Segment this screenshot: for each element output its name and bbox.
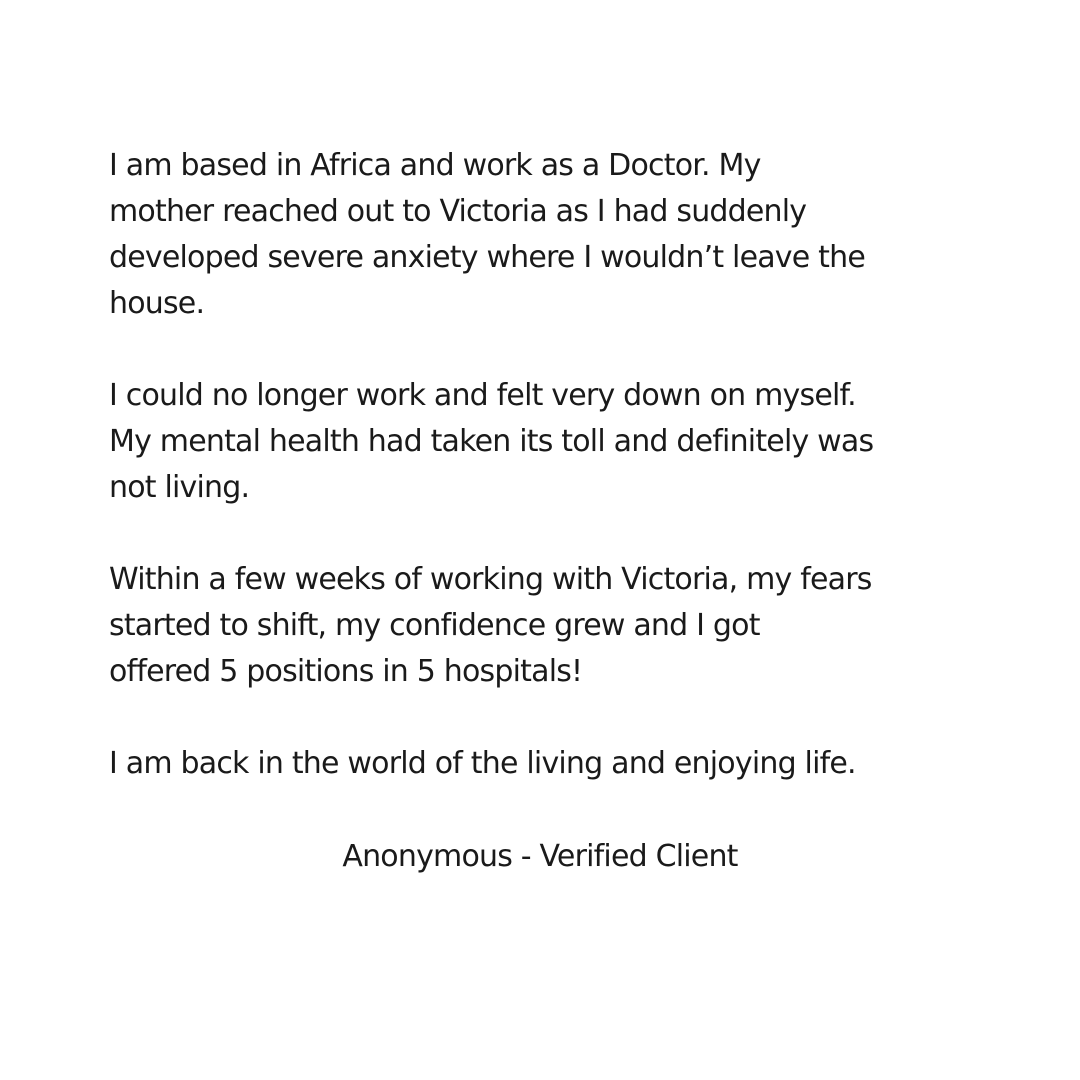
testimonial-paragraph-2 xyxy=(109,373,989,511)
paragraph-line: I could no longer work and felt very down on myself. xyxy=(109,378,856,413)
paragraph-line: Within a few weeks of working with Victoria, my fears xyxy=(109,562,872,597)
paragraph-line: developed severe anxiety where I wouldn’t leave the xyxy=(109,240,865,275)
paragraph-line: I am based in Africa and work as a Doctor. My xyxy=(109,148,761,183)
testimonial-body xyxy=(109,143,989,833)
paragraph-line: house. xyxy=(109,286,205,321)
paragraph-line: My mental health had taken its toll and definitely was xyxy=(109,424,874,459)
testimonial-paragraph-3 xyxy=(109,557,989,695)
paragraph-line: mother reached out to Victoria as I had suddenly xyxy=(109,194,807,229)
testimonial-paragraph-1 xyxy=(109,143,989,327)
paragraph-line: not living. xyxy=(109,470,250,505)
testimonial-paragraph-4 xyxy=(109,741,989,787)
paragraph-line: started to shift, my confidence grew and I got xyxy=(109,608,760,643)
testimonial-attribution: Anonymous - Verified Client xyxy=(342,839,738,874)
paragraph-line: offered 5 positions in 5 hospitals! xyxy=(109,654,583,689)
paragraph-line: I am back in the world of the living and enjoying life. xyxy=(109,746,856,781)
